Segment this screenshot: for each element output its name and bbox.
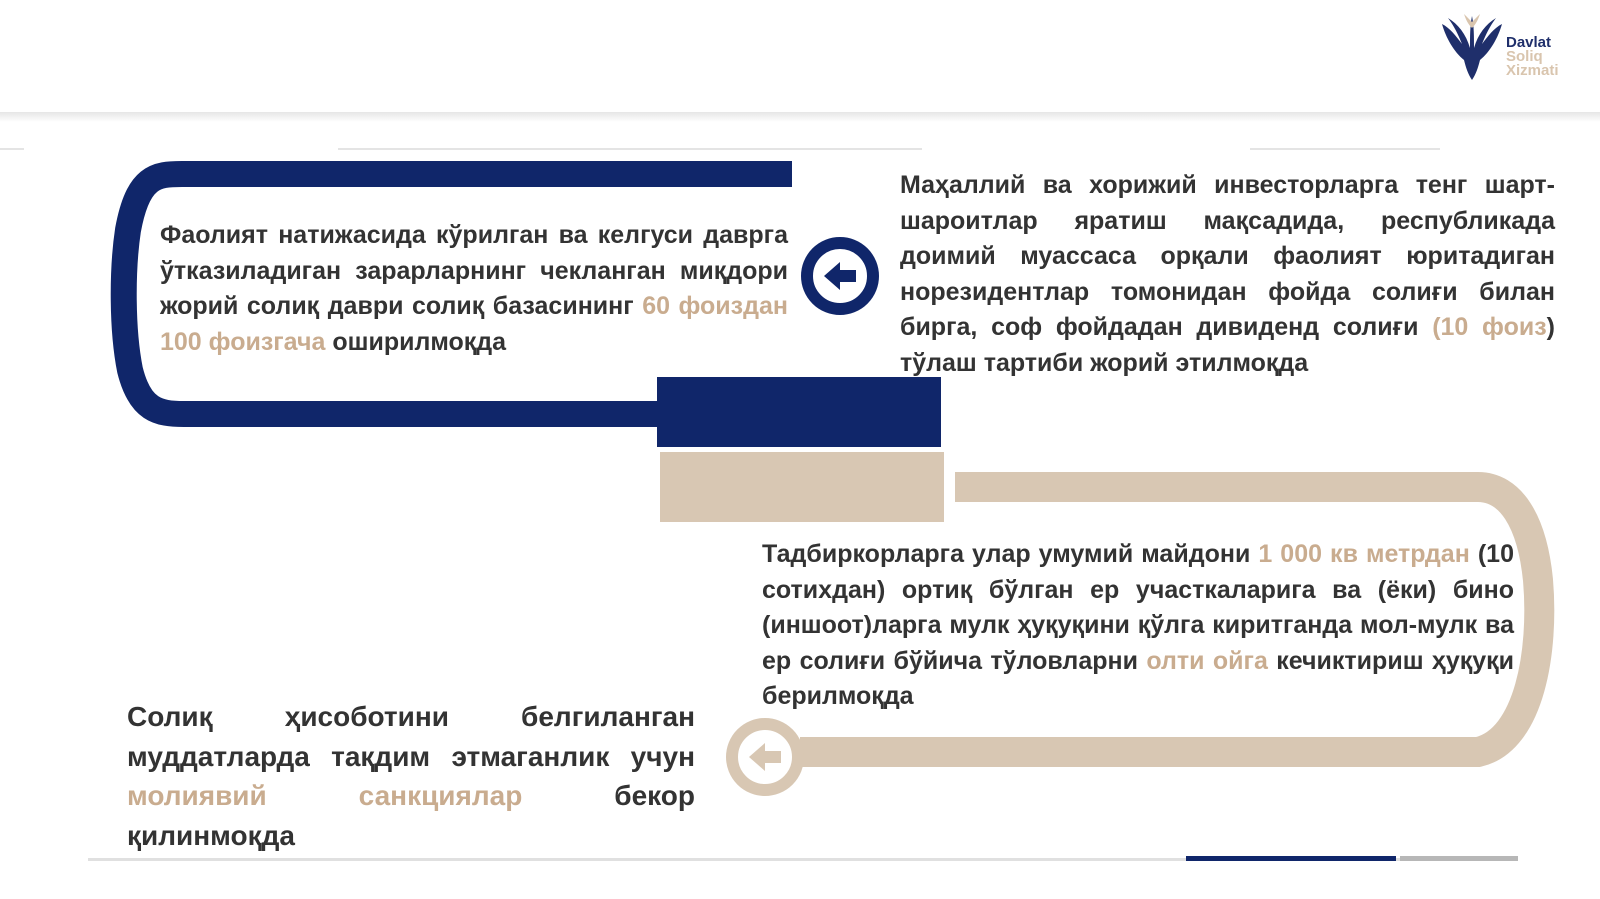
highlight-text: (10 фоиз — [1432, 313, 1547, 341]
footer-accent-gray — [1400, 856, 1518, 861]
navy-connector-block — [657, 377, 941, 447]
logo-word-3: Xizmati — [1506, 62, 1559, 79]
logo-word-1: Davlat — [1506, 34, 1552, 51]
highlight-text: олти ойга — [1146, 646, 1268, 675]
text: ) — [1546, 313, 1555, 341]
highlight-text: молиявий санкциялар — [127, 780, 523, 811]
text: оширилмоқда — [325, 327, 507, 356]
text-block-property-tax-deferral — [762, 537, 1514, 715]
text-block-financial-sanctions — [127, 697, 695, 855]
text: (10 сотихдан) ортиқ бўлган ер участкаларига ва (ёки) бино (иншоот)ларга мулк ҳуқуқини қўлга киритганда мол-мулк ва ер солиғи бўйича тўловларни — [762, 540, 1514, 675]
beige-connector-block — [660, 452, 944, 522]
text: Солиқ ҳисоботини белгиланган муддатларда тақдим этмаганлик учун — [127, 701, 695, 772]
text: Маҳаллий ва хорижий инвесторларга тенг шарт-шароитлар яратиш мақсадида, республикада доимий муассаса орқали фаолият юритадиган норезидентлар томонидан фойда солиғи билан бирга, соф фойдадан дивиденд солиғи — [900, 171, 1555, 341]
text: бекор қилинмоқда — [127, 780, 695, 851]
highlight-text: 60 фоиздан 100 фоизгача — [160, 292, 788, 356]
arrow-left-icon — [732, 724, 798, 790]
footer-accent-navy — [1186, 856, 1396, 861]
highlight-text: 1 000 кв метрдан — [1258, 540, 1470, 568]
text: Тадбиркорларга улар умумий майдони — [762, 540, 1259, 568]
arrow-left-icon — [807, 243, 873, 309]
logo-word-2: Soliq — [1506, 48, 1543, 65]
text: тўлаш тартиби жорий этилмоқда — [900, 348, 1309, 377]
text: кечиктириш ҳуқуқи берилмоқда — [762, 646, 1515, 710]
text-block-loss-carryforward — [160, 218, 788, 360]
text: Фаолият натижасида кўрилган ва келгуси даврга ўтказиладиган зарарларнинг чекланган миқдори жорий солиқ даври солиқ базасининг — [160, 221, 788, 320]
text-block-dividend-tax — [900, 168, 1555, 381]
